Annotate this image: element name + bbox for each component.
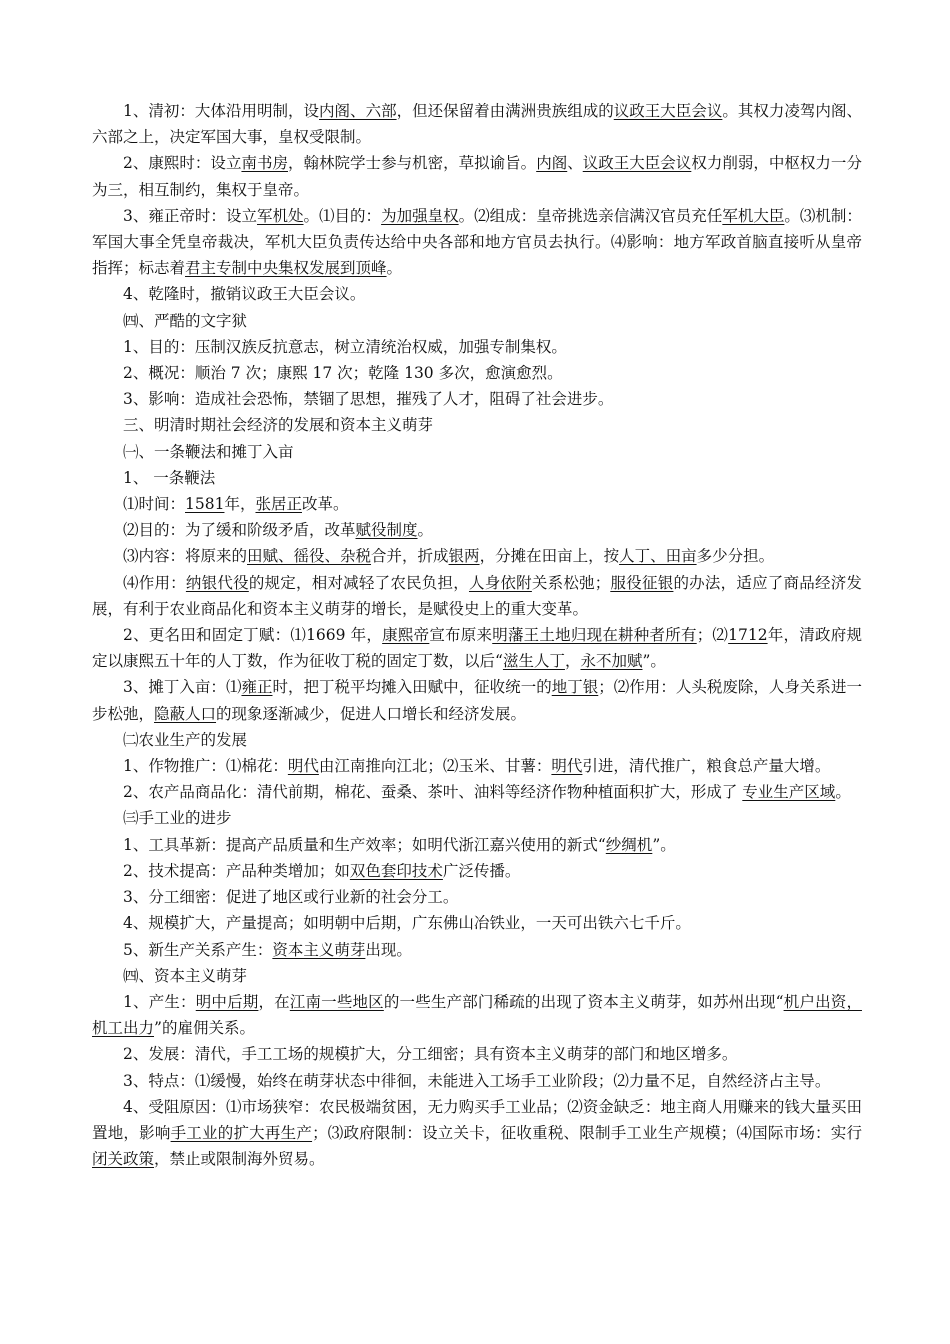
text-run: 。 <box>417 521 434 540</box>
underlined-keyword: 明代 <box>551 757 583 776</box>
text-run: 2、康熙时：设立 <box>123 154 242 173</box>
text-run: 。⑶机制：军国大事全凭皇帝裁决，军机大臣负责传达给中央各部和地方官员去执行。⑷影响：地方军政首脑直接听从皇帝指挥；标志着 <box>92 206 862 278</box>
paragraph <box>92 858 862 884</box>
paragraph <box>92 805 862 831</box>
paragraph <box>92 98 862 150</box>
paragraph <box>92 308 862 334</box>
underlined-keyword: 南书房 <box>241 154 288 173</box>
underlined-keyword: 服役征银 <box>610 573 674 592</box>
paragraph <box>92 517 862 543</box>
paragraph <box>92 989 862 1041</box>
underlined-keyword: 康熙帝 <box>382 626 430 645</box>
text-run: ；⑵ <box>696 626 729 645</box>
underlined-keyword: 君主专制中央集权发展到顶峰 <box>185 259 387 278</box>
text-run: 2、发展：清代，手工工场的规模扩大，分工细密；具有资本主义萌芽的部门和地区增多。 <box>123 1045 738 1064</box>
document-body <box>92 98 862 1172</box>
paragraph <box>92 386 862 412</box>
text-run: 出现。 <box>365 940 412 959</box>
text-run: ， <box>564 652 581 671</box>
underlined-keyword: 内阁 <box>536 154 568 173</box>
paragraph <box>92 1094 862 1173</box>
text-run: 的规定，相对减轻了农民负担， <box>248 573 469 592</box>
paragraph <box>92 491 862 517</box>
text-run: 2、更名田和固定丁赋：⑴1669 年， <box>123 626 383 645</box>
text-run: 5、新生产关系产生： <box>123 940 273 959</box>
paragraph <box>92 412 862 438</box>
underlined-keyword: 隐蔽人口 <box>154 704 217 723</box>
paragraph <box>92 622 862 674</box>
underlined-keyword: 滋生人丁 <box>502 652 565 671</box>
paragraph <box>92 465 862 491</box>
paragraph <box>92 910 862 936</box>
text-run: 3、雍正帝时：设立 <box>123 206 257 225</box>
underlined-keyword: 为加强皇权 <box>381 206 459 225</box>
text-run: ⑶内容：将原来的 <box>123 547 248 566</box>
text-run: 2、农产品商品化：清代前期，棉花、蚕桑、茶叶、油料等经济作物种植面积扩大，形成了 <box>123 783 743 802</box>
paragraph <box>92 963 862 989</box>
underlined-keyword: 赋役制度 <box>355 521 418 540</box>
paragraph <box>92 674 862 726</box>
text-run: ；⑵作用：人头税废除，人身关系进一步松弛， <box>92 678 862 723</box>
paragraph <box>92 832 862 858</box>
text-run: ㈣、资本主义萌芽 <box>123 966 248 985</box>
text-run: 。 <box>835 783 851 802</box>
text-run: 4、规模扩大，产量提高；如明朝中后期，广东佛山冶铁业，一天可出铁六七千斤。 <box>123 914 691 933</box>
underlined-keyword: 手工业的扩大再生产 <box>170 1123 313 1142</box>
paragraph <box>92 1041 862 1067</box>
text-run: ⑷作用： <box>123 573 186 592</box>
text-run: ㈡农业生产的发展 <box>123 730 248 749</box>
underlined-keyword: 田赋、徭役、杂税 <box>247 547 372 566</box>
text-run: 3、摊丁入亩：⑴ <box>123 678 242 697</box>
paragraph <box>92 727 862 753</box>
underlined-keyword: 1581 <box>185 495 225 514</box>
paragraph <box>92 937 862 963</box>
underlined-keyword: 纱绸机 <box>605 835 653 854</box>
underlined-keyword: 明藩王土地归现在耕种者所有 <box>492 626 697 645</box>
underlined-keyword: 永不加赋 <box>580 652 643 671</box>
text-run: ⑴时间： <box>123 495 186 514</box>
text-run: 三、明清时期社会经济的发展和资本主义萌芽 <box>123 416 434 435</box>
text-run: 3、分工细密：促进了地区或行业新的社会分工。 <box>123 888 459 907</box>
text-run: 1、工具革新：提高产品质量和生产效率；如明代浙江嘉兴使用的新式“ <box>123 835 606 854</box>
underlined-keyword: 江南一些地区 <box>289 992 384 1011</box>
underlined-keyword: 专业生产区域 <box>742 783 836 802</box>
underlined-keyword: 闭关政策 <box>92 1150 155 1169</box>
paragraph <box>92 439 862 465</box>
underlined-keyword: 资本主义萌芽 <box>272 940 366 959</box>
paragraph <box>92 360 862 386</box>
text-run: 年，清政府规定以康熙五十年的人丁数，作为征收丁税的固定丁数，以后“ <box>92 626 862 671</box>
underlined-keyword: 机户出资，机工出力 <box>92 992 862 1038</box>
text-run: ；⑶政府限制：设立关卡，征收重税、限制手工业生产规模；⑷国际市场：实行 <box>312 1123 862 1142</box>
text-run: 时，把丁税平均摊入田赋中，征收统一的 <box>272 678 552 697</box>
text-run: ，但还保留着由满洲贵族组成的 <box>396 102 614 120</box>
text-run: 1、作物推广：⑴棉花： <box>123 757 288 776</box>
paragraph <box>92 753 862 779</box>
text-run: 。其权力凌驾内阁、六部之上，决定军国大事，皇权受限制。 <box>92 102 862 147</box>
text-run: 的办法，适应了商品经济发展，有利于农业商品化和资本主义萌芽的增长，是赋役史上的重大变革。 <box>92 573 862 618</box>
text-run: ”。 <box>642 652 666 671</box>
text-run: 改革。 <box>302 495 349 514</box>
paragraph <box>92 203 862 282</box>
paragraph <box>92 543 862 569</box>
paragraph <box>92 1068 862 1094</box>
text-run: 广泛传播。 <box>442 861 521 880</box>
paragraph <box>92 150 862 202</box>
underlined-keyword: 明代 <box>287 757 319 776</box>
underlined-keyword: 军机大臣 <box>722 206 785 225</box>
text-run: 、 <box>567 154 583 173</box>
text-run: ”的雇佣关系。 <box>154 1019 255 1038</box>
text-run: ，禁止或限制海外贸易。 <box>154 1150 325 1169</box>
text-run: 3、影响：造成社会恐怖，禁锢了思想，摧残了人才，阻碍了社会进步。 <box>123 390 614 409</box>
text-run: 3、特点：⑴缓慢，始终在萌芽状态中徘徊，未能进入工场手工业阶段；⑵力量不足，自然经济占主导。 <box>123 1071 831 1090</box>
underlined-keyword: 明中后期 <box>195 992 259 1011</box>
paragraph <box>92 570 862 622</box>
underlined-keyword: 内阁、六部 <box>319 102 397 120</box>
text-run: 。 <box>386 259 403 278</box>
text-run: 权力削弱，中枢权力一分为三，相互制约，集权于皇帝。 <box>92 154 862 199</box>
underlined-keyword: 1712 <box>728 626 768 645</box>
text-run: 。⑴目的： <box>303 206 382 225</box>
text-run: ，翰林院学士参与机密，草拟谕旨。 <box>288 154 537 173</box>
text-run: ”。 <box>652 835 676 854</box>
text-run: 年， <box>224 495 256 514</box>
underlined-keyword: 议政王大臣会议 <box>582 154 692 173</box>
underlined-keyword: 纳银代役 <box>185 573 249 592</box>
text-run: 合并，折成 <box>371 547 449 566</box>
text-run: 关系松弛； <box>531 573 611 592</box>
text-run: 1、目的：压制汉族反抗意志，树立清统治权威，加强专制集权。 <box>123 337 567 356</box>
underlined-keyword: 双色套印技术 <box>349 861 443 880</box>
text-run: 多少分担。 <box>696 547 775 566</box>
text-run: ，分摊在田亩上，按 <box>479 547 620 566</box>
text-run: 。⑵组成：皇帝挑选亲信满汉官员充任 <box>458 206 723 225</box>
text-run: 4、乾隆时，撤销议政王大臣会议。 <box>123 285 366 304</box>
paragraph <box>92 779 862 805</box>
text-run: 宣布原来 <box>429 626 493 645</box>
text-run: ㈠、一条鞭法和摊丁入亩 <box>123 442 294 461</box>
text-run: 的一些生产部门稀疏的出现了资本主义萌芽，如苏州出现“ <box>383 992 784 1011</box>
underlined-keyword: 地丁银 <box>551 678 599 697</box>
text-run: ㈣、严酷的文字狱 <box>123 311 248 330</box>
underlined-keyword: 人身依附 <box>468 573 532 592</box>
paragraph <box>92 884 862 910</box>
underlined-keyword: 雍正 <box>241 678 273 697</box>
underlined-keyword: 银两 <box>448 547 480 566</box>
underlined-keyword: 人丁、田亩 <box>619 547 697 566</box>
text-run: 1、清初：大体沿用明制，设 <box>123 102 320 120</box>
text-run: 引进，清代推广，粮食总产量大增。 <box>582 757 831 776</box>
text-run: 2、技术提高：产品种类增加；如 <box>123 861 350 880</box>
text-run: 由江南推向江北；⑵玉米、甘薯： <box>318 757 552 776</box>
underlined-keyword: 军机处 <box>256 206 304 225</box>
paragraph <box>92 334 862 360</box>
text-run: ⑵目的：为了缓和阶级矛盾，改革 <box>123 521 356 540</box>
underlined-keyword: 议政王大臣会议 <box>613 102 723 120</box>
text-run: 4、受阻原因：⑴市场狭窄：农民极端贫困，无力购买手工业品；⑵资金缺乏：地主商人用赚来的钱大量买田置地，影响 <box>92 1097 862 1142</box>
text-run: 1、 一条鞭法 <box>123 468 216 487</box>
text-run: 2、概况：顺治 7 次；康熙 17 次；乾隆 130 多次，愈演愈烈。 <box>123 364 563 383</box>
text-run: 1、产生： <box>123 992 196 1011</box>
text-run: ，在 <box>258 992 290 1011</box>
text-run: ㈢手工业的进步 <box>123 809 232 828</box>
underlined-keyword: 张居正 <box>255 495 302 514</box>
text-run: 的现象逐渐减少，促进人口增长和经济发展。 <box>216 704 527 723</box>
paragraph <box>92 281 862 307</box>
